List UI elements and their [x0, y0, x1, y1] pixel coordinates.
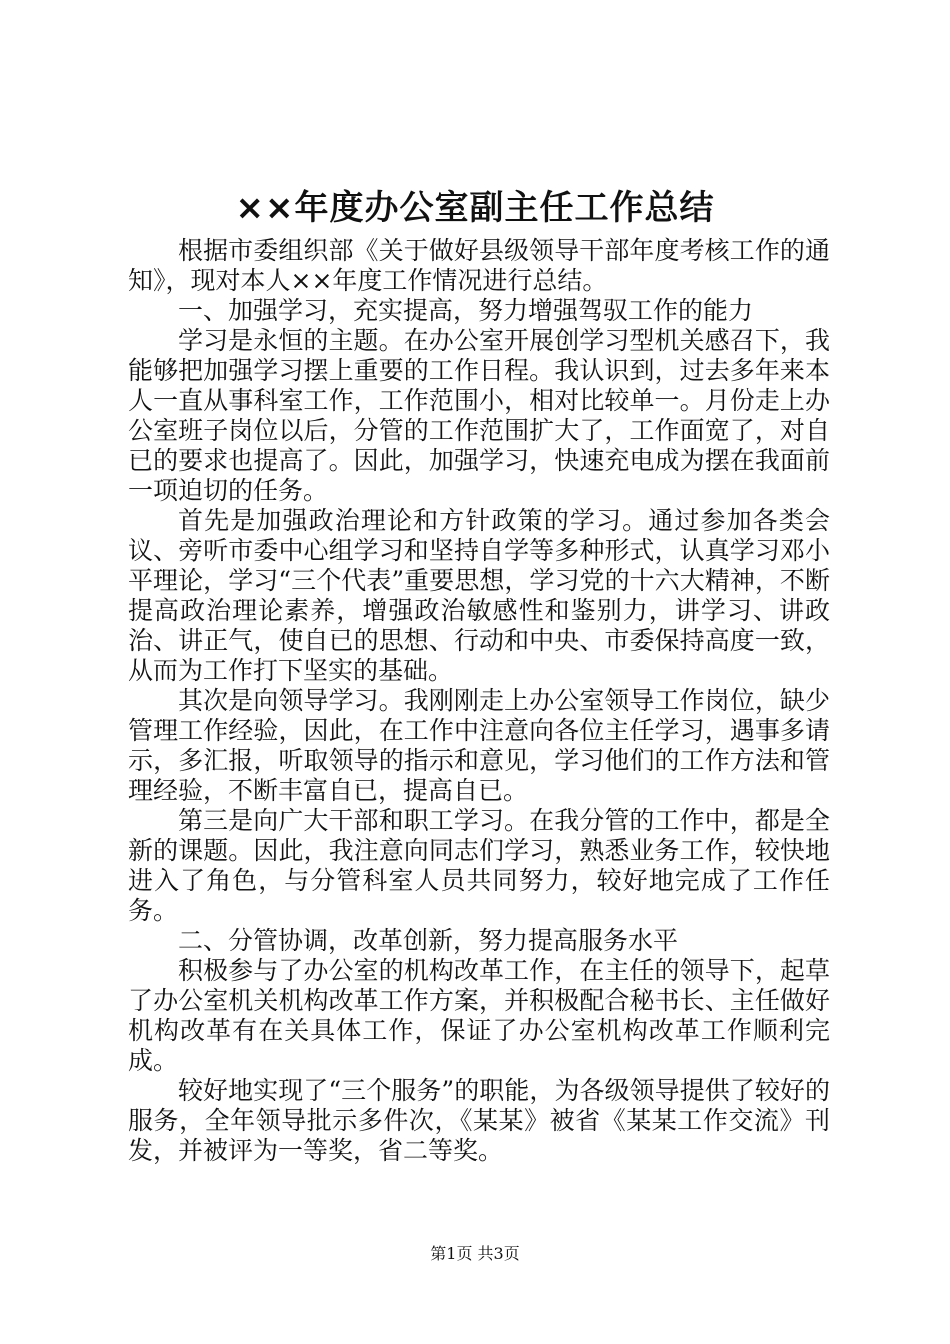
paragraph: 首先是加强政治理论和方针政策的学习。通过参加各类会议、旁听市委中心组学习和坚持自学等多种形式，认真学习邓小平理论，学习“三个代表”重要思想，学习党的十六大精神，不断提高政治理论素养，增强政治敏感性和鉴别力，讲学习、讲政治、讲正气，使自已的思想、行动和中央、市委保持高度一致，从而为工作打下坚实的基础。	[128, 506, 830, 685]
section-heading-2: 二、分管协调，改革创新，努力提高服务水平	[178, 926, 679, 955]
document-body	[128, 236, 830, 1166]
document-title: ××年度办公室副主任工作总结	[235, 188, 715, 228]
paragraph: 较好地实现了“三个服务”的职能，为各级领导提供了较好的服务，全年领导批示多件次，《某某》被省《某某工作交流》刊发，并被评为一等奖，省二等奖。	[128, 1076, 830, 1165]
paragraph: 积极参与了办公室的机构改革工作，在主任的领导下，起草了办公室机关机构改革工作方案，并积极配合秘书长、主任做好机构改革有在关具体工作，保证了办公室机构改革工作顺利完成。	[128, 956, 830, 1075]
paragraph: 第三是向广大干部和职工学习。在我分管的工作中，都是全新的课题。因此，我注意向同志们学习，熟悉业务工作，较快地进入了角色，与分管科室人员共同努力，较好地完成了工作任务。	[128, 806, 830, 925]
section-heading-1: 一、加强学习，充实提高，努力增强驾驭工作的能力	[178, 296, 754, 325]
paragraph-intro: 根据市委组织部《关于做好县级领导干部年度考核工作的通知》，现对本人××年度工作情况进行总结。	[128, 236, 830, 295]
page-footer: 第1页 共3页	[430, 1244, 520, 1263]
paragraph: 其次是向领导学习。我刚刚走上办公室领导工作岗位，缺少管理工作经验，因此，在工作中注意向各位主任学习，遇事多请示，多汇报，听取领导的指示和意见，学习他们的工作方法和管理经验，不断丰富自已，提高自已。	[128, 686, 830, 805]
paragraph: 学习是永恒的主题。在办公室开展创学习型机关感召下，我能够把加强学习摆上重要的工作日程。我认识到，过去多年来本人一直从事科室工作，工作范围小，相对比较单一。月份走上办公室班子岗位以后，分管的工作范围扩大了，工作面宽了，对自已的要求也提高了。因此，加强学习，快速充电成为摆在我面前一项迫切的任务。	[128, 326, 830, 505]
